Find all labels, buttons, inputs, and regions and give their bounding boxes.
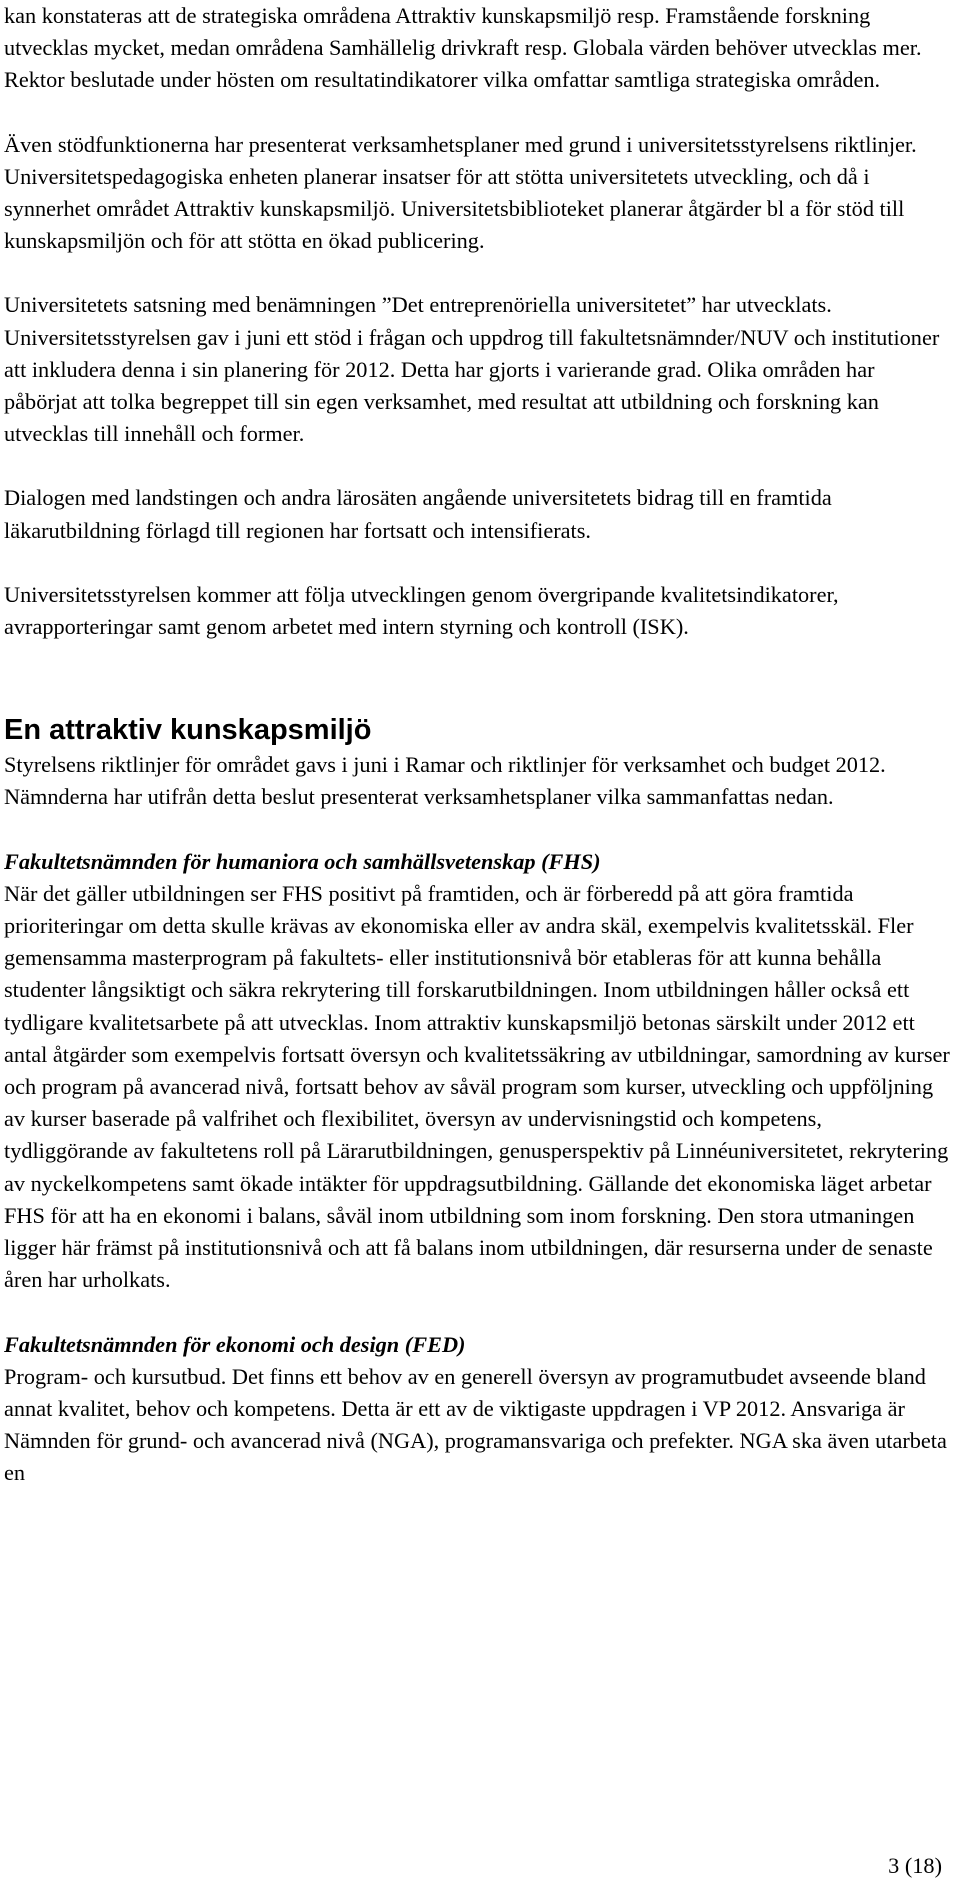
document-page [4,0,950,1490]
paragraph-medical-education-dialogue: Dialogen med landstingen och andra lärosäten angående universitetets bidrag till en framtida läkarutbildning förlagd till regionen har fortsatt och intensifierats. [4,485,832,543]
paragraph-strategic-areas: kan konstateras att de strategiska områdena Attraktiv kunskapsmiljö resp. Framstående forskning utvecklas mycket, medan områdena Samhällelig drivkraft resp. Globala värden behöver utvecklas mer. Rektor beslutade under hösten om resultatindikatorer vilka omfattar samtliga strategiska områden. [4,3,922,93]
paragraph-board-follow-up: Universitetsstyrelsen kommer att följa utvecklingen genom övergripande kvalitetsindikatorer, avrapporteringar samt genom arbetet med intern styrning och kontroll (ISK). [4,581,839,640]
fed-heading: Fakultetsnämnden för ekonomi och design (FED) [4,1331,466,1357]
section-intro: Styrelsens riktlinjer för området gavs i juni i Ramar och riktlinjer för verksamhet och budget 2012. Nämnderna har utifrån detta beslut presenterat verksamhetsplaner vilka sammanfattas nedan. [4,752,886,810]
paragraph-support-functions: Även stödfunktionerna har presenterat verksamhetsplaner med grund i universitetsstyrelsens riktlinjer. Universitetspedagogiska enheten planerar insatser för att stötta universitetets utveckling, och då i synnerhet området Attraktiv kunskapsmiljö. Universitetsbiblioteket planerar åtgärder bl a för stöd till kunskapsmiljön och för att stötta en ökad publicering. [4,131,917,254]
fed-body: Program- och kursutbud. Det finns ett behov av en generell översyn av programutbudet avseende bland annat kvalitet, behov och kompetens. Detta är ett av de viktigaste uppdragen i VP 2012. Ansvariga är Nämnden för grund- och avancerad nivå (NGA), programansvariga och prefekter. NGA ska även utarbeta en [4,1363,947,1486]
paragraph-entrepreneurial-university: Universitetets satsning med benämningen ”Det entreprenöriella universitetet” har utvecklats. Universitetsstyrelsen gav i juni ett stöd i frågan och uppdrog till fakultetsnämnder/NUV och institutioner att inkludera denna i sin planering för 2012. Detta har gjorts i varierande grad. Olika områden har påbörjat att tolka begreppet till sin egen verksamhet, med resultat att utbildning och forskning kan utvecklas till innehåll och former. [4,292,940,447]
fhs-body: När det gäller utbildningen ser FHS positivt på framtiden, och är förberedd på att göra framtida prioriteringar om detta skulle krävas av ekonomiska eller av andra skäl, exempelvis kvalitetsskäl. Fler gemensamma masterprogram på fakultets- eller institutionsnivå bör etableras för att kunna behålla studenter långsiktigt och säkra rekrytering till forskarutbildningen. Inom utbildningen håller också ett tydligare kvalitetsarbete på att utvecklas. Inom attraktiv kunskapsmiljö betonas särskilt under 2012 ett antal åtgärder som exempelvis fortsatt översyn och kvalitetssäkring av utbildningar, samordning av kurser och program på avancerad nivå, fortsatt behov av såväl program som kurser, utveckling och uppföljning av kurser baserade på valfrihet och flexibilitet, översyn av undervisningstid och kompetens, tydliggörande av fakultetens roll på Lärarutbildningen, genusperspektiv på Linnéuniversitetet, rekrytering av nyckelkompetens samt ökade intäkter för uppdragsutbildning. Gällande det ekonomiska läget arbetar FHS för att ha en ekonomi i balans, såväl inom utbildning som inom forskning. Den stora utmaningen ligger här främst på institutionsnivå och att få balans inom utbildningen, där resurserna under de senaste åren har urholkats. [4,880,950,1293]
page-number: 3 (18) [888,1853,942,1878]
fhs-heading: Fakultetsnämnden för humaniora och samhällsvetenskap (FHS) [4,848,601,874]
section-heading: En attraktiv kunskapsmiljö [4,714,372,747]
